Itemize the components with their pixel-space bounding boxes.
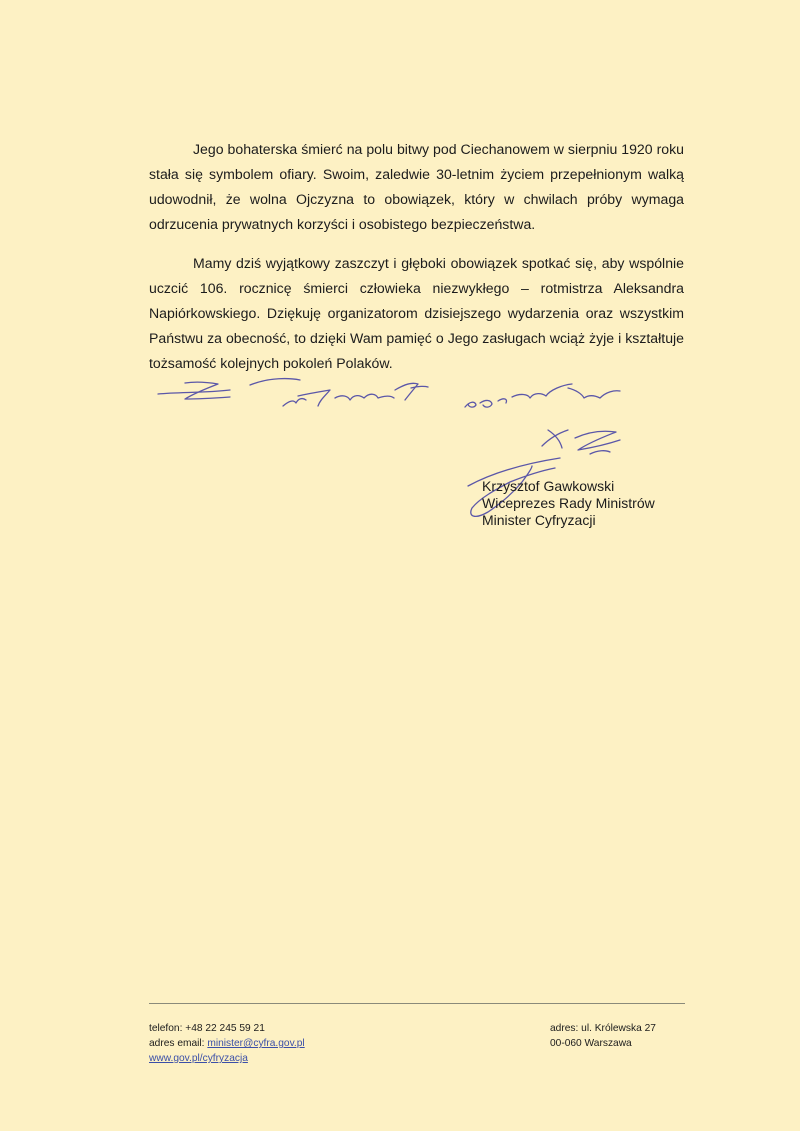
signatory-name: Krzysztof Gawkowski bbox=[482, 478, 615, 494]
footer-phone-line bbox=[149, 1021, 305, 1036]
email-label: adres email: bbox=[149, 1038, 205, 1049]
address-city: 00-060 Warszawa bbox=[550, 1038, 632, 1049]
footer-email-line bbox=[149, 1036, 305, 1051]
footer-contact bbox=[149, 1021, 305, 1066]
paragraph-1: Jego bohaterska śmierć na polu bitwy pod Ciechanowem w sierpniu 1920 roku stała się symbolem ofiary. Swoim, zaledwie 30-letnim życiem przepełnionym walką udowodnił, że wolna Ojczyzna to obowiązek, który w chwilach próby wymaga odrzucenia prywatnych korzyści i osobistego bezpieczeństwa. bbox=[149, 141, 684, 232]
address-label: adres: bbox=[550, 1023, 579, 1034]
signatory-title-2: Minister Cyfryzacji bbox=[482, 512, 596, 528]
signatory-block bbox=[482, 478, 655, 529]
footer-address-line-1 bbox=[550, 1021, 656, 1036]
letter-body bbox=[149, 137, 684, 390]
address-street: ul. Królewska 27 bbox=[581, 1023, 656, 1034]
footer-website-line bbox=[149, 1051, 305, 1066]
footer-address bbox=[550, 1021, 656, 1051]
paragraph-2: Mamy dziś wyjątkowy zaszczyt i głęboki obowiązek spotkać się, aby wspólnie uczcić 106. rocznicę śmierci człowieka niezwykłego – rotmistrza Aleksandra Napiórkowskiego. Dziękuję organizatorom dzisiejszego wydarzenia oraz wszystkim Państwu za obecność, to dzięki Wam pamięć o Jego zasługach wciąż żyje i kształtuje tożsamość kolejnych pokoleń Polaków. bbox=[149, 255, 684, 371]
email-link[interactable]: minister@cyfra.gov.pl bbox=[207, 1038, 305, 1049]
phone-number: +48 22 245 59 21 bbox=[185, 1023, 265, 1034]
footer-divider bbox=[149, 1003, 685, 1004]
website-link[interactable]: www.gov.pl/cyfryzacja bbox=[149, 1053, 248, 1064]
signatory-title-1: Wiceprezes Rady Ministrów bbox=[482, 495, 655, 511]
phone-label: telefon: bbox=[149, 1023, 183, 1034]
